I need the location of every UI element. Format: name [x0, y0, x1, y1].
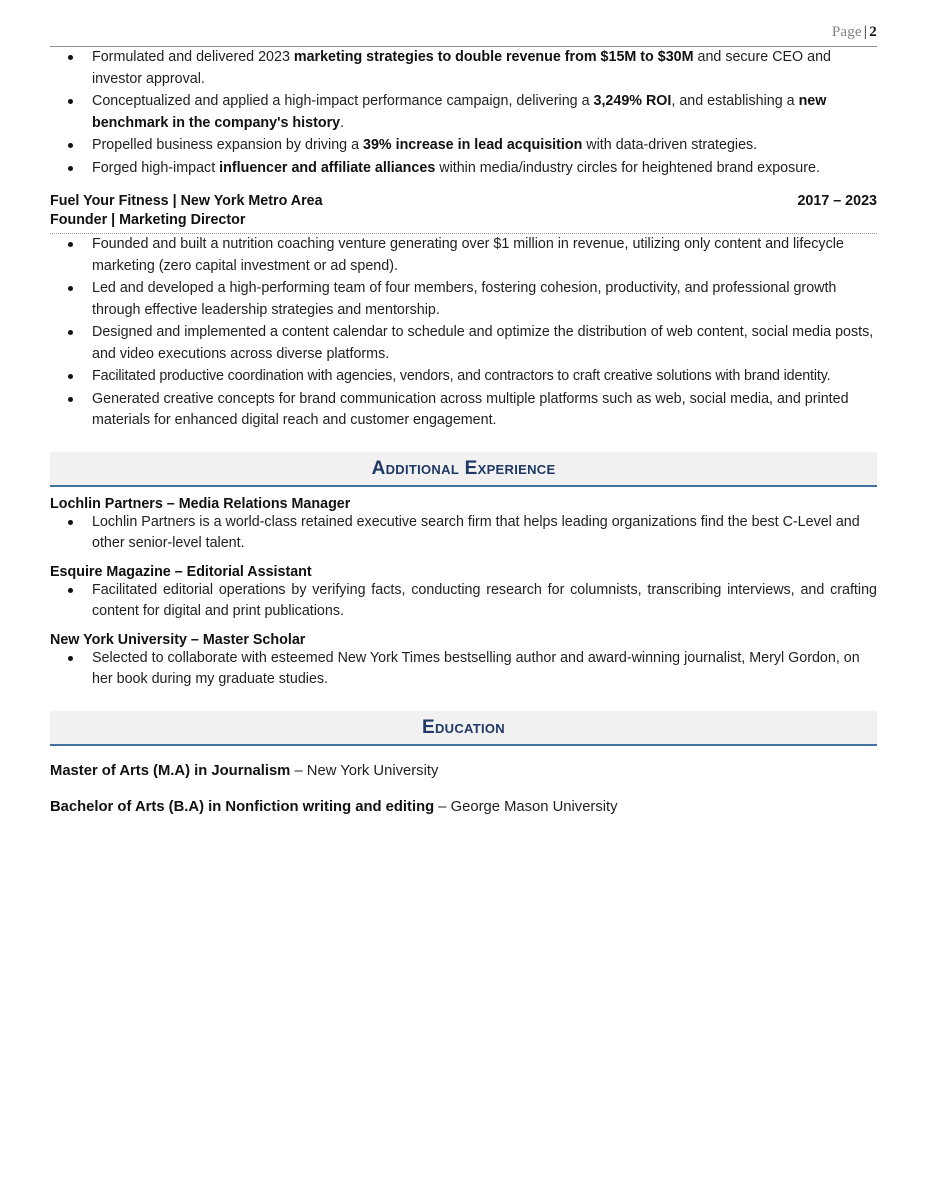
experience-heading	[50, 193, 877, 209]
bullet-text: Founded and built a nutrition coaching venture generating over $1 million in revenue, utilizing only content and lifecycle marketing (zero capital investment or ad spend).	[92, 236, 844, 274]
additional-entry-bullets	[50, 580, 877, 623]
education-item	[50, 760, 877, 782]
additional-entry-title: New York University – Master Scholar	[50, 631, 306, 648]
bullet-text: Led and developed a high-performing team of four members, fostering cohesion, productivity, and professional growth through effective leadership strategies and mentorship.	[92, 280, 837, 318]
education-list	[50, 760, 877, 818]
bullet-emphasis: 39% increase in lead acquisition	[363, 137, 583, 153]
experience-bullet-list	[50, 234, 877, 432]
bullet-item	[50, 47, 877, 90]
bullet-text: Forged high-impact	[92, 159, 220, 176]
bullet-text: Selected to collaborate with esteemed New York Times bestselling author and award-winning journalist, Meryl Gordon, on her book during my graduate studies.	[92, 649, 860, 687]
bullet-text: Propelled business expansion by driving a	[92, 137, 364, 153]
page-header-label: Page	[831, 24, 862, 40]
bullet-text: with data-driven strategies.	[582, 137, 758, 153]
additional-entry-title: Esquire Magazine – Editorial Assistant	[50, 563, 312, 580]
bullet-text: within media/industry circles for heightened brand exposure.	[435, 159, 820, 176]
bullet-item	[50, 512, 877, 555]
education-item	[50, 796, 877, 818]
section-header-education	[50, 711, 877, 746]
bullet-item	[50, 158, 877, 180]
bullet-item	[50, 322, 877, 365]
bullet-item	[50, 648, 877, 691]
bullet-item	[50, 135, 877, 157]
bullet-emphasis: influencer and affiliate alliances	[219, 159, 436, 176]
bullet-item	[50, 389, 877, 432]
section-header-additional-experience	[50, 452, 877, 487]
additional-experience-entries	[50, 496, 877, 691]
bullet-text: , and establishing a	[671, 93, 799, 109]
additional-entry-bullets	[50, 648, 877, 691]
bullet-item	[50, 366, 877, 388]
bullet-text: Conceptualized and applied a high-impact performance campaign, delivering a	[92, 93, 594, 109]
page-header-number: 2	[869, 24, 877, 40]
additional-entry-title: Lochlin Partners – Media Relations Manager	[50, 495, 351, 512]
bullet-item	[50, 580, 877, 623]
section-title: Additional Experience	[371, 457, 556, 479]
bullet-text: .	[340, 114, 345, 131]
bullet-text: Generated creative concepts for brand communication across multiple platforms such as web, social media, and printed materials for enhanced digital reach and customer engagement.	[92, 390, 849, 428]
bullet-emphasis: marketing strategies to double revenue from $15M to $30M	[293, 49, 694, 65]
education-degree: Master of Arts (M.A) in Journalism	[50, 762, 291, 779]
bullet-emphasis: 3,249% ROI	[593, 93, 672, 109]
experience-job-title: Founder | Marketing Director	[50, 212, 246, 228]
bullet-text: Facilitated editorial operations by verifying facts, conducting research for columnists, transcribing interviews, and crafting content for digital and print publications.	[92, 581, 877, 619]
top-bullet-list	[50, 47, 877, 179]
additional-entry-bullets	[50, 512, 877, 555]
section-title: Education	[421, 716, 505, 738]
bullet-text: Lochlin Partners is a world-class retained executive search firm that helps leading organizations find the best C-Level and other senior-level talent.	[92, 513, 860, 551]
bullet-text: Designed and implemented a content calendar to schedule and optimize the distribution of web content, social media posts, and video executions across diverse platforms.	[92, 324, 874, 362]
bullet-emphasis: new benchmark in the company's history	[92, 93, 827, 131]
education-institution: – George Mason University	[434, 798, 618, 815]
bullet-item	[50, 91, 877, 134]
bullet-text: and secure CEO and investor approval.	[92, 49, 832, 87]
bullet-text: Formulated and delivered 2023	[92, 49, 294, 65]
bullet-text: Facilitated productive coordination with agencies, vendors, and contractors to craft creative solutions with brand identity.	[92, 368, 831, 384]
bullet-item	[50, 278, 877, 321]
education-degree: Bachelor of Arts (B.A) in Nonfiction writing and editing	[50, 798, 435, 815]
experience-company: Fuel Your Fitness | New York Metro Area	[50, 193, 323, 209]
experience-dates: 2017 – 2023	[797, 193, 877, 209]
education-institution: – New York University	[290, 762, 439, 779]
page-header	[50, 0, 877, 41]
bullet-item	[50, 234, 877, 277]
page-header-separator: |	[863, 24, 868, 40]
